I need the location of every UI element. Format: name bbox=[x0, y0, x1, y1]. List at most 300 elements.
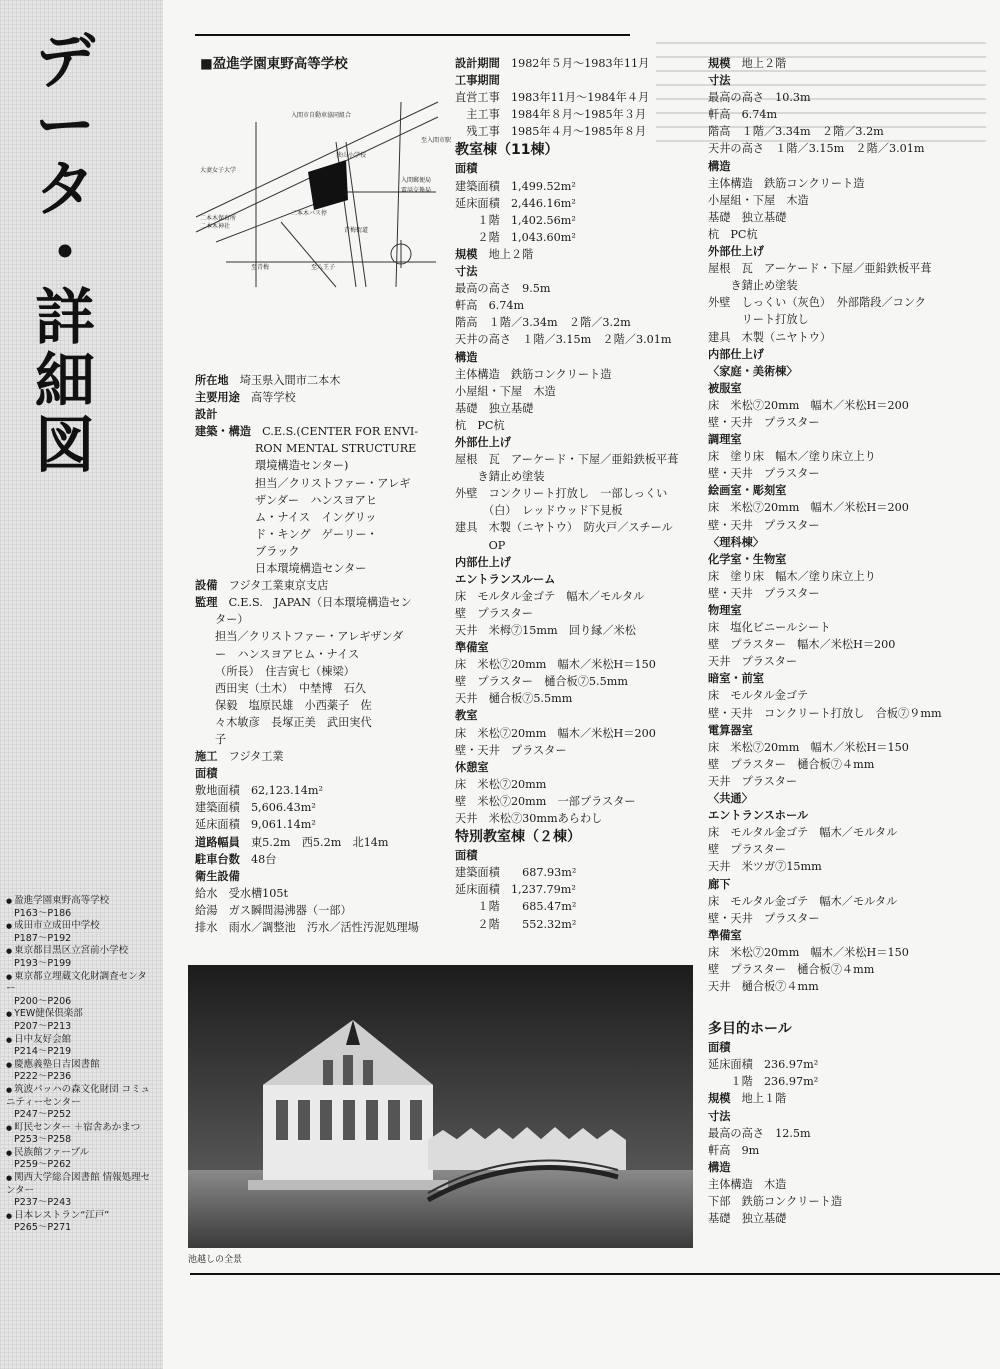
data-column-3 bbox=[708, 55, 968, 1227]
spec-row bbox=[195, 457, 440, 474]
spec-value: 天井 樋合板⑦４mm bbox=[708, 980, 819, 994]
spec-value: 排水 雨水／調整池 汚水／活性汚泥処理場 bbox=[195, 921, 419, 934]
spec-row bbox=[708, 260, 968, 277]
index-pages: P247〜P252 bbox=[14, 1109, 72, 1121]
spec-row bbox=[195, 799, 440, 816]
data-column-2 bbox=[455, 55, 695, 933]
spec-row bbox=[708, 687, 968, 704]
spec-row bbox=[195, 543, 440, 560]
spec-value: 天井 米栂⑦15mm 回り縁／米松 bbox=[455, 624, 636, 637]
spec-value: ム・ナイス イングリッ bbox=[255, 510, 377, 524]
spec-value: 下部 鉄筋コンクリート造 bbox=[708, 1195, 843, 1208]
spec-row bbox=[455, 605, 695, 622]
spec-value: 地上２階 bbox=[477, 247, 534, 261]
spec-row bbox=[195, 851, 440, 868]
spec-value: ド・キング ゲーリー・ bbox=[255, 527, 378, 541]
spec-value: 壁 プラスター 樋合板⑦４mm bbox=[708, 962, 875, 976]
spec-row bbox=[455, 314, 695, 331]
spec-row bbox=[708, 807, 968, 824]
spec-value: 軒高 6.74m bbox=[708, 108, 778, 122]
spec-row bbox=[708, 858, 968, 875]
spec-value: 天井の高さ １階／3.15m ２階／3.01m bbox=[455, 333, 672, 347]
spec-row bbox=[455, 451, 695, 468]
location-map bbox=[196, 82, 452, 287]
spec-value: 屋根 瓦 アーケード・下屋／亜鉛鉄板平葺 bbox=[708, 262, 932, 276]
spec-value: 小屋組・下屋 木造 bbox=[455, 384, 556, 398]
spec-row bbox=[195, 492, 440, 509]
spec-label: 設計期間 bbox=[455, 57, 500, 70]
index-title: ● 慶應義塾日吉図書館 bbox=[6, 1059, 156, 1072]
spec-row bbox=[708, 568, 968, 585]
spec-value: ２階 552.32m² bbox=[455, 917, 577, 931]
spec-row bbox=[195, 406, 440, 423]
spec-row bbox=[455, 297, 695, 314]
spec-value: フジタ工業 bbox=[217, 750, 284, 764]
spec-row bbox=[708, 397, 968, 414]
spec-value: 床 米松⑦20mm 幅木／米松H＝200 bbox=[455, 726, 656, 740]
index-entry bbox=[6, 1084, 156, 1122]
spec-row bbox=[455, 72, 695, 89]
spec-value: １階 1,402.56m² bbox=[455, 213, 576, 227]
school-title: ■盈進学園東野高等学校 bbox=[200, 56, 348, 72]
spec-value: 壁・天井 プラスター bbox=[708, 911, 820, 925]
spec-value: 直営工事 1983年11月〜1984年４月 bbox=[455, 91, 650, 105]
spec-value: 床 塗り床 幅木／塗り床立上り bbox=[708, 569, 876, 583]
spec-row bbox=[708, 876, 968, 893]
spec-row bbox=[455, 554, 695, 571]
spec-row bbox=[708, 790, 968, 807]
bottom-rule bbox=[190, 1273, 1000, 1275]
spec-value: 最高の高さ 12.5m bbox=[708, 1126, 811, 1140]
spec-row bbox=[708, 517, 968, 534]
spec-row bbox=[708, 722, 968, 739]
spec-value: 床 米松⑦20mm 幅木／米松H＝150 bbox=[708, 945, 909, 959]
spec-row bbox=[708, 1073, 968, 1090]
spec-label: 〈家庭・美術棟〉 bbox=[708, 364, 798, 378]
spec-value: 天井 樋合板⑦5.5mm bbox=[455, 692, 573, 706]
spec-value: 埼玉県入間市二本木 bbox=[228, 374, 341, 387]
spec-row bbox=[708, 1056, 968, 1073]
spec-row bbox=[195, 782, 440, 799]
spec-row bbox=[455, 916, 695, 933]
spec-row bbox=[708, 380, 968, 397]
spec-label: 内部仕上げ bbox=[455, 555, 511, 569]
spec-row bbox=[455, 690, 695, 707]
section-heading: 多目的ホール bbox=[708, 1021, 792, 1038]
map-label: 至入間市駅 bbox=[421, 137, 452, 144]
index-pages: P253〜P258 bbox=[14, 1134, 72, 1146]
spec-label: 準備室 bbox=[455, 641, 489, 655]
spec-value: 壁 プラスター bbox=[708, 843, 786, 857]
data-column-1 bbox=[195, 372, 440, 936]
spec-label: 電算器室 bbox=[708, 723, 753, 737]
spec-row bbox=[708, 123, 968, 140]
spec-value: き錆止め塗装 bbox=[455, 470, 545, 484]
spec-label: 寸法 bbox=[708, 1109, 731, 1123]
spec-row bbox=[455, 485, 695, 502]
spec-label: 面積 bbox=[455, 162, 478, 176]
spec-label: 調理室 bbox=[708, 433, 742, 447]
spec-value: 天井 米松⑦30mmあらわし bbox=[455, 812, 603, 826]
spec-row bbox=[708, 89, 968, 106]
spec-row bbox=[455, 571, 695, 588]
spec-value: 建築面積 687.93m² bbox=[455, 866, 577, 880]
spec-value: 床 塩化ビニールシート bbox=[708, 621, 831, 635]
spec-row bbox=[455, 400, 695, 417]
article-index bbox=[6, 895, 156, 1235]
spec-row bbox=[708, 465, 968, 482]
spec-row bbox=[455, 622, 695, 639]
title-char: ー bbox=[35, 91, 95, 161]
spec-row bbox=[195, 663, 440, 680]
spec-label: 面積 bbox=[455, 849, 478, 863]
map-label: 入間郵便局 bbox=[401, 177, 432, 184]
spec-value: 延床面積 236.97m² bbox=[708, 1058, 819, 1072]
spacer bbox=[708, 995, 968, 1019]
spec-row bbox=[708, 893, 968, 910]
spec-value: 杭 PC杭 bbox=[708, 227, 758, 241]
spec-row bbox=[195, 440, 440, 457]
spec-value: 48台 bbox=[239, 852, 277, 866]
spec-row bbox=[195, 475, 440, 492]
index-title: ● 東京都目黒区立宮前小学校 bbox=[6, 945, 156, 958]
spec-row bbox=[708, 944, 968, 961]
spec-value: 基礎 独立基礎 bbox=[708, 210, 787, 224]
spec-value: 延床面積 1,237.79m² bbox=[455, 883, 576, 897]
index-title: ● YEW健保倶楽部 bbox=[6, 1008, 156, 1021]
spec-row bbox=[708, 243, 968, 260]
map-label: 至八王子 bbox=[311, 264, 336, 271]
spec-value: 天井の高さ １階／3.15m ２階／3.01m bbox=[708, 142, 925, 156]
spec-row bbox=[195, 526, 440, 543]
top-rule bbox=[195, 34, 630, 36]
spec-label: 廊下 bbox=[708, 877, 731, 891]
spec-row bbox=[195, 646, 440, 663]
spec-value: 天井 プラスター bbox=[708, 774, 798, 788]
spec-row bbox=[195, 765, 440, 782]
index-pages: P259〜P262 bbox=[14, 1159, 72, 1171]
spec-value: 壁・天井 コンクリート打放し 合板⑦９mm bbox=[708, 706, 942, 720]
spec-row bbox=[455, 195, 695, 212]
spec-label: 外部仕上げ bbox=[708, 245, 764, 259]
spec-row bbox=[195, 560, 440, 577]
spec-value: 建具 木製（ニヤトウ） 防火戸／スチール bbox=[455, 521, 673, 535]
index-entry bbox=[6, 920, 156, 945]
spec-value: 床 モルタル金ゴテ 幅木／モルタル bbox=[455, 589, 645, 603]
spec-row bbox=[708, 158, 968, 175]
spec-value: 壁 プラスター 幅木／米松H＝200 bbox=[708, 638, 896, 652]
spec-row bbox=[195, 628, 440, 645]
spec-row bbox=[708, 961, 968, 978]
spec-value: 建築面積 5,606.43m² bbox=[195, 801, 316, 815]
spec-row bbox=[455, 55, 695, 72]
spec-row bbox=[455, 759, 695, 776]
spec-value: C.E.S.(CENTER FOR ENVI- bbox=[250, 425, 419, 439]
title-char: デ bbox=[35, 27, 95, 97]
spec-value: 床 塗り床 幅木／塗り床立上り bbox=[708, 450, 876, 464]
spec-row bbox=[455, 639, 695, 656]
spec-label: 暗室・前室 bbox=[708, 672, 764, 686]
spec-value: 階高 １階／3.34m ２階／3.2m bbox=[708, 125, 884, 139]
spec-value: 子 bbox=[215, 732, 227, 746]
spec-row bbox=[455, 707, 695, 724]
spec-label: 教室 bbox=[455, 709, 478, 723]
spec-label: 寸法 bbox=[455, 265, 478, 279]
spec-row bbox=[455, 123, 695, 140]
index-entry bbox=[6, 945, 156, 970]
spec-label: 被服室 bbox=[708, 381, 742, 395]
spec-value: OP bbox=[455, 538, 506, 552]
spec-row bbox=[708, 329, 968, 346]
spec-label: エントランスルーム bbox=[455, 572, 556, 586]
spec-row bbox=[195, 885, 440, 902]
spec-row bbox=[455, 331, 695, 348]
spec-value: 主工事 1984年８月〜1985年３月 bbox=[455, 108, 647, 122]
spec-label: 内部仕上げ bbox=[708, 347, 764, 361]
spec-value: 延床面積 2,446.16m² bbox=[455, 196, 576, 210]
spec-value: ブラック bbox=[255, 544, 300, 558]
spec-row bbox=[708, 106, 968, 123]
index-title: ● 東京都立埋蔵文化財調査センター bbox=[6, 971, 156, 996]
index-entry bbox=[6, 1059, 156, 1084]
spec-value: 日本環境構造センター bbox=[255, 562, 367, 576]
spec-row bbox=[455, 246, 695, 263]
index-title: ● 民族館ファーブル bbox=[6, 1147, 156, 1160]
spec-value: 建築面積 1,499.52m² bbox=[455, 179, 576, 193]
title-char: ・ bbox=[35, 219, 95, 289]
spec-label: 〈理科棟〉 bbox=[708, 535, 764, 549]
spec-label: 主要用途 bbox=[195, 391, 240, 405]
index-title: ● 盈進学園東野高等学校 bbox=[6, 895, 156, 908]
spec-row bbox=[708, 346, 968, 363]
spec-label: 設備 bbox=[195, 579, 218, 593]
spec-value: 床 モルタル金ゴテ 幅木／モルタル bbox=[708, 894, 898, 908]
campus-photo bbox=[188, 965, 693, 1248]
spec-value: 床 モルタル金ゴテ 幅木／モルタル bbox=[708, 826, 898, 840]
spec-row bbox=[708, 978, 968, 995]
section-heading: 教室棟（11棟） bbox=[455, 142, 559, 159]
index-pages: P163〜P186 bbox=[14, 907, 72, 919]
spec-value: 床 米松⑦20mm 幅木／米松H＝200 bbox=[708, 501, 909, 515]
index-pages: P193〜P199 bbox=[14, 957, 72, 969]
spec-row bbox=[708, 448, 968, 465]
spec-label: 〈共通〉 bbox=[708, 792, 753, 806]
spec-value: 天井 プラスター bbox=[708, 655, 798, 669]
index-entry bbox=[6, 895, 156, 920]
spec-value: 小屋組・下屋 木造 bbox=[708, 193, 809, 207]
spec-label: 絵画室・彫刻室 bbox=[708, 484, 787, 498]
spec-label: 施工 bbox=[195, 750, 218, 764]
spec-label: 面積 bbox=[708, 1041, 731, 1055]
spec-label: 構造 bbox=[708, 1160, 731, 1174]
spec-value: リート打放し bbox=[708, 313, 809, 327]
spec-row bbox=[455, 793, 695, 810]
spec-value: フジタ工業東京支店 bbox=[217, 579, 329, 593]
spec-row bbox=[708, 482, 968, 499]
spec-value: 壁 プラスター 樋合板⑦４mm bbox=[708, 757, 875, 771]
spec-value: ター） bbox=[215, 613, 249, 627]
spec-value: １階 236.97m² bbox=[708, 1075, 819, 1089]
map-label: 狭山小学校 bbox=[336, 152, 367, 159]
spec-value: 残工事 1985年４月〜1985年８月 bbox=[455, 125, 647, 139]
spec-row bbox=[455, 502, 695, 519]
spec-value: （所長） 住吉寅七（棟梁） bbox=[215, 664, 355, 678]
photo-caption: 池越しの全景 bbox=[188, 1255, 243, 1265]
spec-value: 主体構造 鉄筋コンクリート造 bbox=[455, 367, 612, 381]
spec-row bbox=[455, 588, 695, 605]
spec-row bbox=[708, 499, 968, 516]
spec-value: （白） レッドウッド下見板 bbox=[455, 504, 623, 518]
spec-row bbox=[455, 383, 695, 400]
spec-value: RON MENTAL STRUCTURE bbox=[255, 442, 417, 456]
index-entry bbox=[6, 1210, 156, 1235]
spec-value: 外壁 しっくい（灰色） 外部階段／コンク bbox=[708, 296, 926, 310]
spec-value: 壁・天井 プラスター bbox=[455, 743, 567, 757]
spec-row bbox=[708, 1125, 968, 1142]
spec-row bbox=[455, 656, 695, 673]
spec-label: 規模 bbox=[708, 1092, 731, 1106]
spec-value: 基礎 独立基礎 bbox=[708, 1212, 787, 1226]
spec-value: 建具 木製（ニヤトウ） bbox=[708, 330, 832, 344]
spec-label: 寸法 bbox=[708, 74, 731, 88]
spec-row bbox=[455, 673, 695, 690]
spec-row bbox=[708, 175, 968, 192]
spec-value: 屋根 瓦 アーケード・下屋／亜鉛鉄板平葺 bbox=[455, 453, 679, 467]
spec-row bbox=[455, 178, 695, 195]
spec-row bbox=[455, 847, 695, 864]
title-char: 図 bbox=[35, 411, 95, 481]
spec-row bbox=[708, 1193, 968, 1210]
spec-row bbox=[195, 868, 440, 885]
spec-row bbox=[708, 1142, 968, 1159]
spec-label: 道路幅員 bbox=[195, 835, 240, 849]
spec-value: 壁 米松⑦20mm 一部プラスター bbox=[455, 794, 636, 808]
spec-value: 軒高 9m bbox=[708, 1143, 760, 1157]
index-entry bbox=[6, 971, 156, 1009]
spec-value: 最高の高さ 9.5m bbox=[455, 282, 551, 296]
spec-value: 西田実（土木） 中埜博 石久 bbox=[215, 681, 367, 695]
spec-row bbox=[708, 619, 968, 636]
spec-label: エントランスホール bbox=[708, 809, 809, 823]
spec-value: 環境構造センター) bbox=[255, 459, 349, 473]
spec-row bbox=[455, 776, 695, 793]
spec-row bbox=[195, 902, 440, 919]
spec-row bbox=[455, 280, 695, 297]
index-entry bbox=[6, 1147, 156, 1172]
spec-row bbox=[708, 910, 968, 927]
spec-value: 軒高 6.74m bbox=[455, 299, 525, 313]
spec-row bbox=[708, 636, 968, 653]
spec-row bbox=[708, 739, 968, 756]
spec-row bbox=[455, 519, 695, 536]
spec-row bbox=[708, 1039, 968, 1056]
spec-row bbox=[195, 680, 440, 697]
spec-row bbox=[708, 294, 968, 311]
spec-row bbox=[708, 773, 968, 790]
index-title: ● 日中友好会館 bbox=[6, 1034, 156, 1047]
spec-value: 床 米松⑦20mm bbox=[455, 777, 547, 791]
spec-row bbox=[708, 1090, 968, 1107]
spec-value: 給湯 ガス瞬間湯沸器（一部） bbox=[195, 903, 352, 917]
spec-row bbox=[708, 140, 968, 157]
section-heading: 特別教室棟（２棟） bbox=[455, 829, 581, 846]
spec-value: 最高の高さ 10.3m bbox=[708, 91, 811, 105]
spec-row bbox=[455, 89, 695, 106]
spec-value: 地上２階 bbox=[730, 57, 787, 70]
spec-label: 物理室 bbox=[708, 604, 742, 617]
title-char: 詳 bbox=[35, 283, 95, 353]
spec-value: 壁・天井 プラスター bbox=[708, 415, 820, 429]
spec-row bbox=[455, 898, 695, 915]
spec-label: 構造 bbox=[708, 159, 731, 173]
spec-row bbox=[708, 653, 968, 670]
spec-row bbox=[455, 212, 695, 229]
map-label: 電話交換局 bbox=[401, 187, 432, 194]
spec-value: 東5.2m 西5.2m 北14m bbox=[239, 835, 389, 849]
spec-row bbox=[195, 748, 440, 765]
spec-row bbox=[708, 192, 968, 209]
spec-row bbox=[455, 434, 695, 451]
spec-row bbox=[195, 731, 440, 748]
index-title: ● 日本レストラン“江戸” bbox=[6, 1210, 156, 1223]
spec-value: ザンダー ハンスヨアヒ bbox=[255, 493, 378, 507]
spec-value: 床 モルタル金ゴテ bbox=[708, 689, 809, 703]
index-pages: P187〜P192 bbox=[14, 932, 72, 944]
map-label: 二本木保育所 bbox=[200, 215, 237, 222]
index-pages: P214〜P219 bbox=[14, 1046, 72, 1058]
spec-row bbox=[455, 349, 695, 366]
spec-row bbox=[708, 534, 968, 551]
spec-value: 敷地面積 62,123.14m² bbox=[195, 784, 323, 798]
spec-row bbox=[708, 431, 968, 448]
map-label: 至青梅 bbox=[251, 264, 270, 271]
map-label: 二本木バス停 bbox=[291, 210, 328, 217]
spec-row bbox=[708, 363, 968, 380]
index-title: ● 関西大学総合図書館 情報処理センター bbox=[6, 1172, 156, 1197]
spec-value: 天井 米ツガ⑦15mm bbox=[708, 860, 822, 874]
spec-value: 高等学校 bbox=[239, 391, 296, 405]
spec-row bbox=[455, 417, 695, 434]
spec-row bbox=[708, 841, 968, 858]
spec-row bbox=[195, 509, 440, 526]
spec-row bbox=[455, 160, 695, 177]
spec-row bbox=[708, 414, 968, 431]
index-title: ● 町民センター ＋宿舎あかまつ bbox=[6, 1122, 156, 1135]
spec-value: 基礎 独立基礎 bbox=[455, 401, 534, 415]
spec-row bbox=[195, 594, 440, 611]
spec-value: 主体構造 木造 bbox=[708, 1177, 787, 1191]
spec-label: 規模 bbox=[455, 247, 478, 261]
section-title bbox=[30, 27, 100, 481]
spec-row bbox=[708, 551, 968, 568]
spec-value: 々木敏彦 長塚正美 武田実代 bbox=[215, 715, 372, 729]
spec-label: 所在地 bbox=[195, 374, 229, 387]
index-entry bbox=[6, 1122, 156, 1147]
spec-value: C.E.S. JAPAN（日本環境構造セン bbox=[217, 596, 412, 610]
index-entry bbox=[6, 1172, 156, 1210]
spec-row bbox=[708, 311, 968, 328]
spec-row bbox=[708, 927, 968, 944]
spec-row bbox=[455, 742, 695, 759]
map-label: 二本木神社 bbox=[200, 223, 231, 230]
spec-row bbox=[455, 468, 695, 485]
spec-label: 外部仕上げ bbox=[455, 435, 511, 449]
spec-value: 床 米松⑦20mm 幅木／米松H＝200 bbox=[708, 398, 909, 412]
title-char: 細 bbox=[35, 347, 95, 417]
spec-value: 壁 プラスター 樋合板⑦5.5mm bbox=[455, 675, 628, 689]
index-pages: P200〜P206 bbox=[14, 995, 72, 1007]
spec-row bbox=[708, 1210, 968, 1227]
